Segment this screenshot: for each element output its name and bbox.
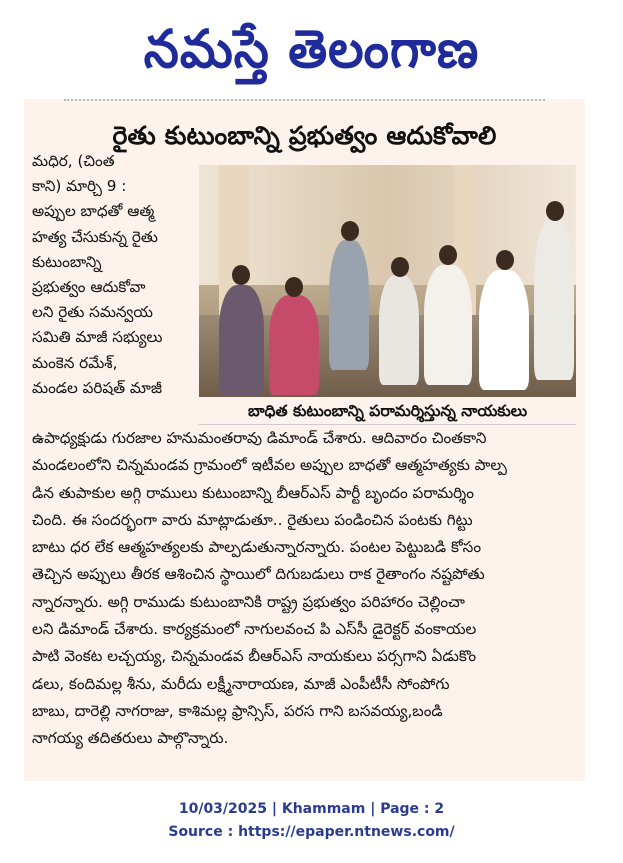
- article-line: హత్య చేసుకున్న రైతు: [32, 227, 158, 246]
- cut-line: [64, 99, 545, 109]
- article-line: కాని) మార్చి 9 :: [32, 177, 127, 196]
- article-line: డలు, కందిమల్ల శీను, మరీదు లక్ష్మీనారాయణ, మాజీ ఎంపీటీసీ సోంపోగు: [32, 674, 450, 693]
- article-line: మండలంలోని చిన్నమండవ గ్రామంలో ఇటీవల అప్పుల బాధతో ఆత్మహత్యకు పాల్ప: [32, 456, 507, 475]
- photo-figure: [379, 275, 419, 385]
- photo-head: [285, 277, 303, 297]
- article-line: మధిర, (చింత: [32, 152, 115, 170]
- photo-figure: [424, 265, 472, 385]
- photo-caption: బాధిత కుటుంబాన్ని పరామర్శిస్తున్న నాయకులు: [199, 398, 576, 425]
- article-line: లని రైతు సమన్వయ: [32, 303, 153, 322]
- article-intro-column: [32, 149, 200, 401]
- photo-figure: [329, 240, 369, 370]
- photo-figure: [479, 270, 529, 390]
- news-clipping: [24, 99, 585, 781]
- article-line: లని డిమాండ్ చేశారు. కార్యక్రమంలో నాగులవంచ పి ఎస్‌సీ డైరెక్టర్ వంకాయల: [32, 620, 477, 639]
- photo-head: [546, 201, 564, 221]
- masthead: [0, 0, 623, 98]
- article-line: అప్పుల బాధతో ఆత్మ: [32, 202, 155, 221]
- article-line: ప్రభుత్వం ఆదుకోవా: [32, 278, 146, 297]
- article-body: [32, 425, 580, 753]
- article-line: బాటు ధర లేక ఆత్మహత్యలకు పాల్పడుతున్నారన్నారు. పంటల పెట్టుబడి కోసం: [32, 538, 482, 557]
- news-photo: [199, 165, 576, 397]
- article-line: న్నారన్నారు. అగ్గి రాముడు కుటుంబానికి రాష్ట్ర ప్రభుత్వం పరిహారం చెల్లించా: [32, 592, 465, 611]
- photo-head: [232, 265, 250, 285]
- photo-head: [341, 221, 359, 241]
- article-line: సమితి మాజీ సభ్యులు: [32, 328, 163, 347]
- photo-figure: [269, 295, 319, 395]
- source-line: Source : https://epaper.ntnews.com/: [168, 824, 455, 840]
- article-line: ఉపాధ్యక్షుడు గురజాల హనుమంతరావు డిమాండ్ చేశారు. ఆదివారం చింతకాని: [32, 429, 487, 447]
- article-line: మంకెన రమేశ్,: [32, 353, 118, 372]
- footer: [0, 798, 623, 844]
- article-line: తెచ్చిన అప్పులు తీరక ఆశించిన స్థాయిలో దిగుబడులు రాక రైతాంగం నష్టపోతు: [32, 565, 485, 584]
- article-line: చింది. ఈ సందర్భంగా వారు మాట్లాడుతూ.. రైతులు పండించిన పంటకు గిట్టు: [32, 510, 473, 529]
- photo-head: [496, 250, 514, 270]
- article-line: డిన తుపాకుల అగ్గి రాములు కుటుంబాన్ని బీఆర్‌ఎస్ పార్టీ బృందం పరామర్శిం: [32, 483, 474, 502]
- article-line: కుటుంబాన్ని: [32, 252, 102, 271]
- photo-head: [439, 245, 457, 265]
- photo-wall: [199, 165, 576, 285]
- article-line: బాబు, దారెల్లి నాగరాజు, కాశిమల్ల ఫ్రాన్సిస్, పరస గాని బసవయ్య,బండి: [32, 701, 443, 720]
- headline: రైతు కుటుంబాన్ని ప్రభుత్వం ఆదుకోవాలి: [112, 121, 497, 150]
- article-line: పాటి వెంకట లచ్చయ్య, చిన్నమండవ బీఆర్‌ఎస్ నాయకులు పర్సగాని ఏడుకొం: [32, 647, 477, 666]
- article-line: మండల పరిషత్ మాజీ: [32, 378, 162, 397]
- dateline: 10/03/2025 | Khammam | Page : 2: [178, 801, 445, 817]
- article-line: నాగయ్య తదితరులు పాల్గొన్నారు.: [32, 729, 229, 748]
- photo-figure: [219, 285, 264, 395]
- photo-figure: [534, 220, 574, 380]
- photo-head: [391, 257, 409, 277]
- newspaper-logo: నమస్తే తెలంగాణ: [143, 18, 480, 80]
